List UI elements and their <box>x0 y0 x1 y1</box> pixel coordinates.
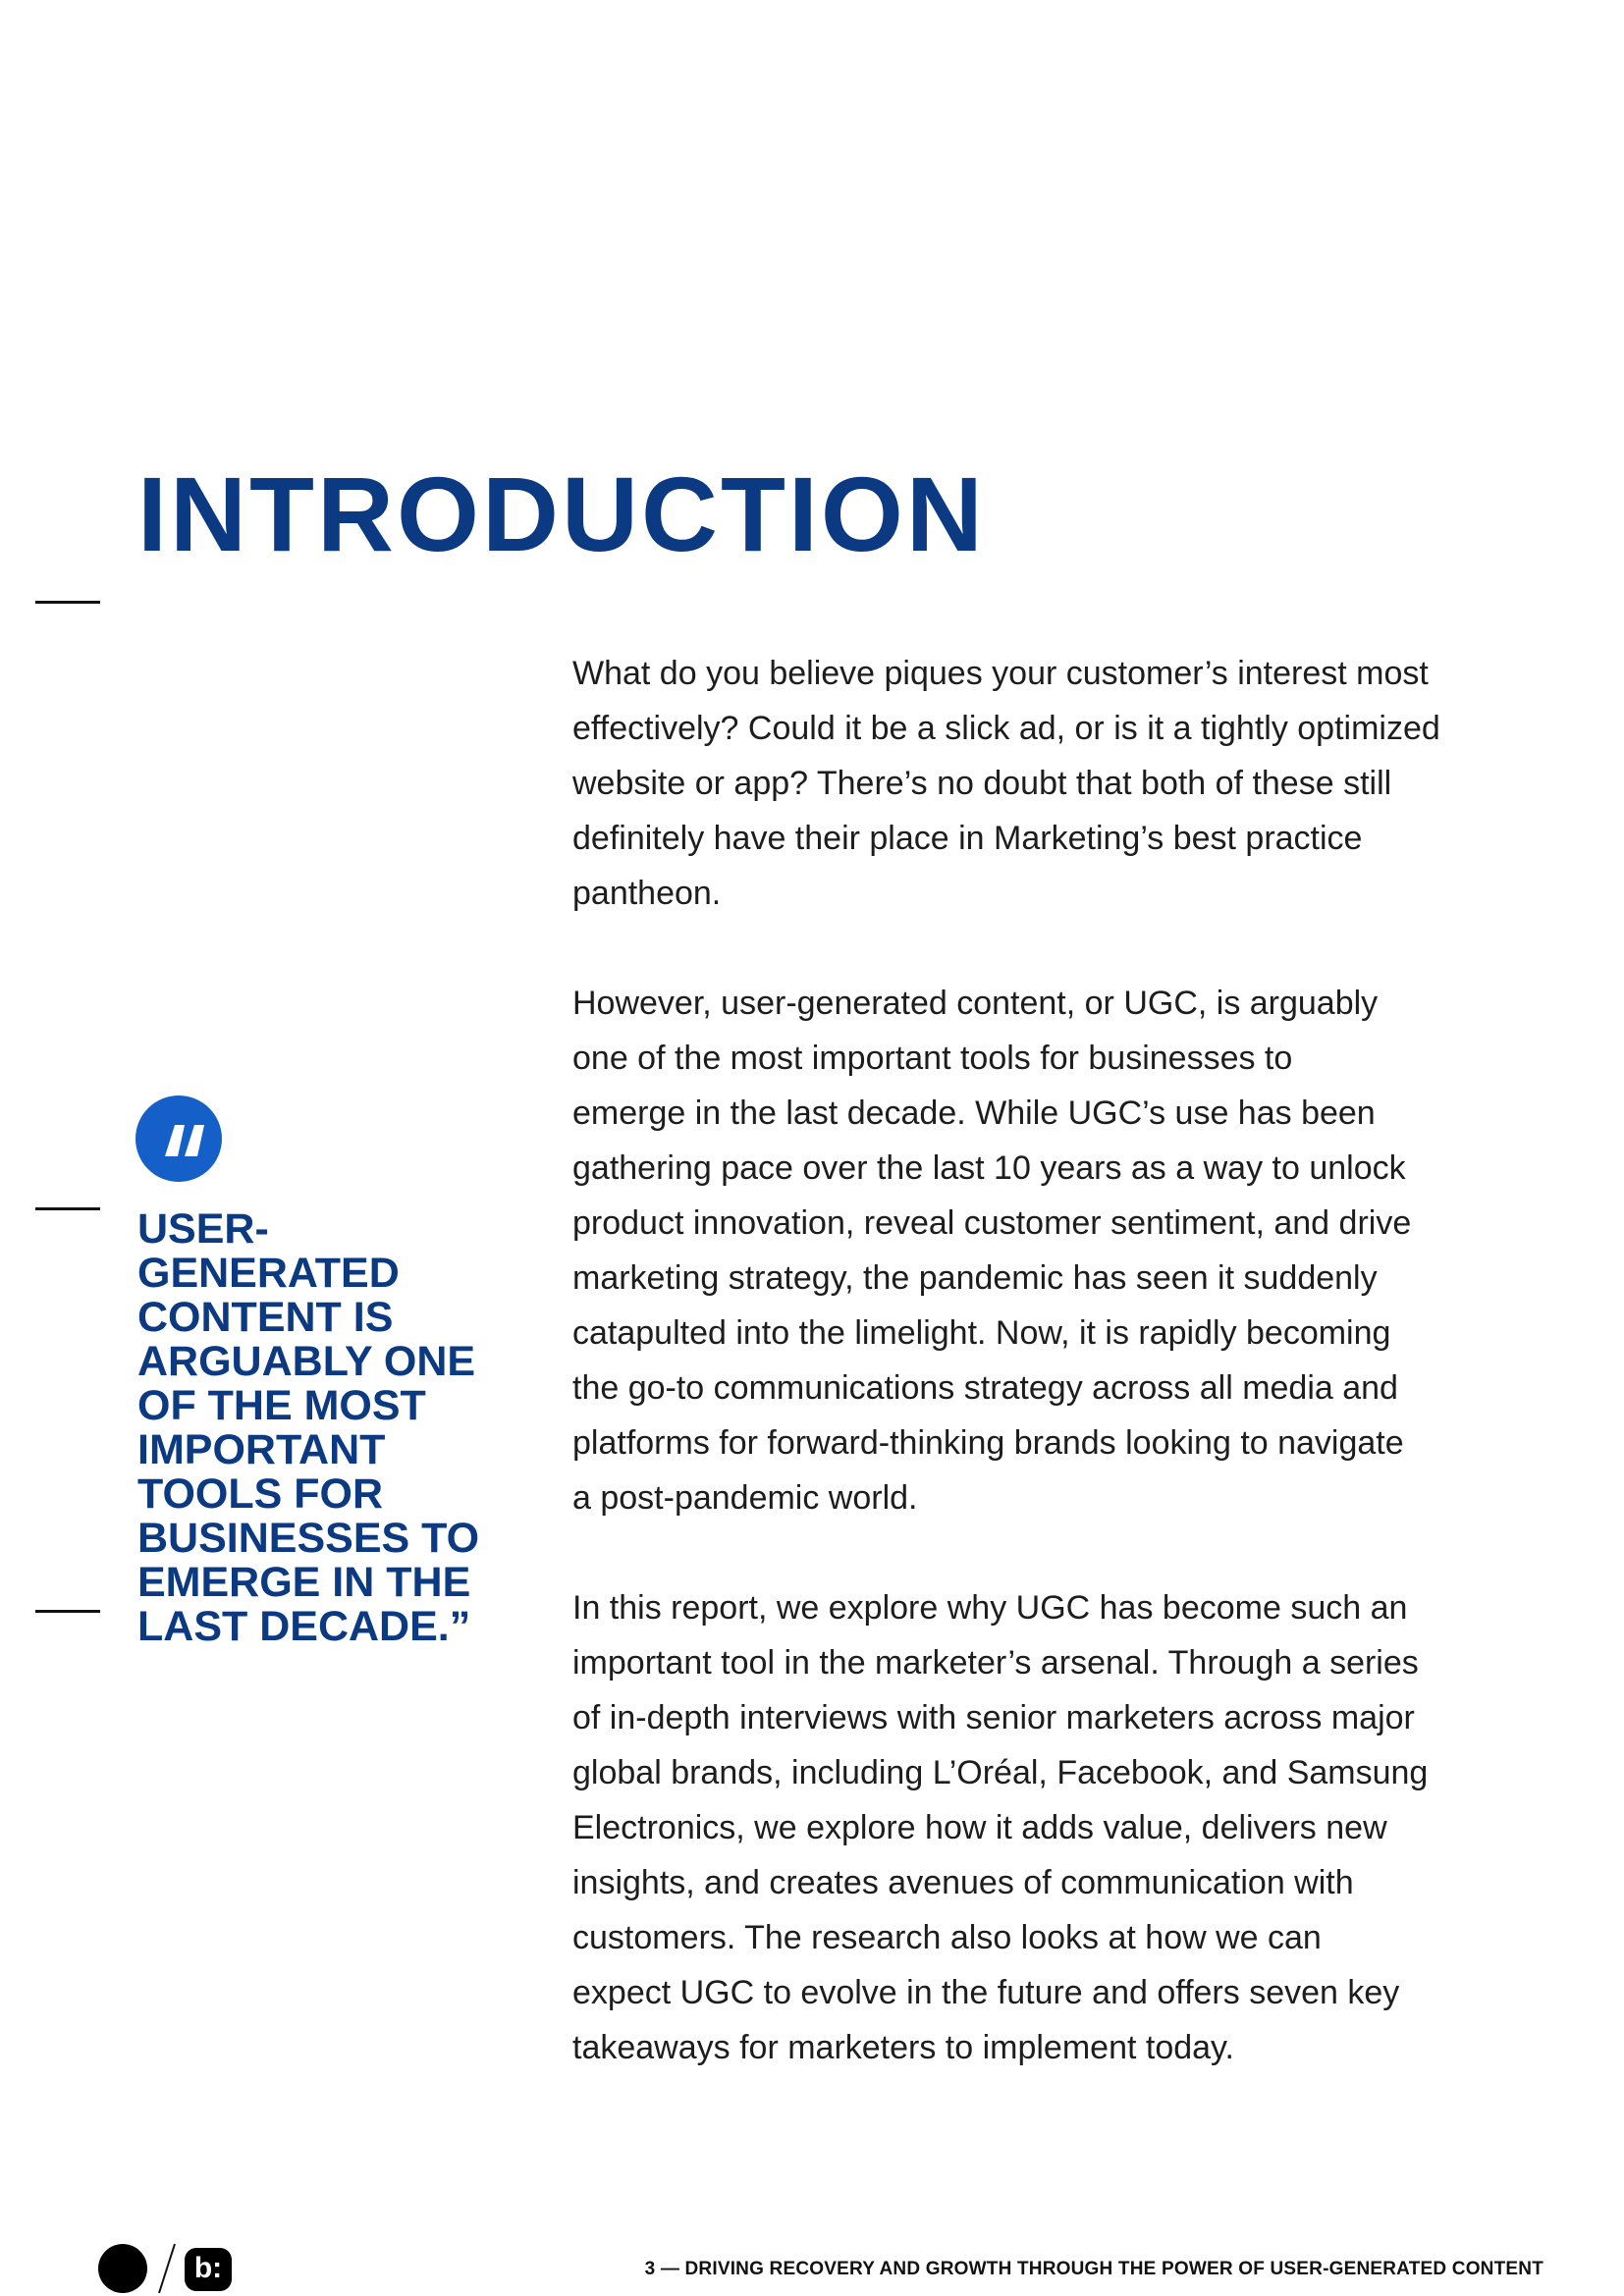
body-line: takeaways for marketers to implement today. <box>572 2029 1234 2066</box>
pull-quote-line: TOOLS FOR <box>137 1470 384 1518</box>
body-line: definitely have their place in Marketing’s best practice <box>572 820 1363 857</box>
quote-mark-icon <box>135 1095 222 1182</box>
body-line: expect UGC to evolve in the future and offers seven key <box>572 1974 1400 2011</box>
pull-quote-line: LAST DECADE.” <box>137 1603 471 1650</box>
body-text <box>572 646 1515 2130</box>
body-line: What do you believe piques your customer’s interest most <box>572 655 1429 692</box>
paragraph-report <box>572 1580 1515 2075</box>
body-line: In this report, we explore why UGC has become such an <box>572 1589 1408 1627</box>
body-line: gathering pace over the last 10 years as a way to unlock <box>572 1149 1406 1187</box>
pullquote-top-divider <box>35 1207 100 1210</box>
body-line: catapulted into the limelight. Now, it is rapidly becoming <box>572 1314 1391 1352</box>
body-line: marketing strategy, the pandemic has seen it suddenly <box>572 1259 1378 1297</box>
pull-quote-line: ARGUABLY ONE <box>137 1338 476 1385</box>
body-line: global brands, including L’Oréal, Facebook, and Samsung <box>572 1754 1429 1791</box>
body-line: insights, and creates avenues of communication with <box>572 1864 1354 1901</box>
body-line: one of the most important tools for businesses to <box>572 1040 1293 1077</box>
paragraph-intro <box>572 646 1515 921</box>
body-line: platforms for forward-thinking brands looking to navigate <box>572 1424 1404 1462</box>
footer-slash-icon <box>157 2242 177 2295</box>
body-line: pantheon. <box>572 875 722 912</box>
body-line: important tool in the marketer’s arsenal. Through a series <box>572 1644 1419 1682</box>
pull-quote-line: BUSINESSES TO <box>137 1515 480 1562</box>
pullquote-bottom-divider <box>35 1610 100 1613</box>
body-line: the go-to communications strategy across all media and <box>572 1369 1398 1407</box>
body-line: Electronics, we explore how it adds value, delivers new <box>572 1809 1387 1846</box>
footer-page-label: 3 — DRIVING RECOVERY AND GROWTH THROUGH THE POWER OF USER-GENERATED CONTENT <box>644 2259 1543 2279</box>
section-divider <box>35 601 100 604</box>
body-line: effectively? Could it be a slick ad, or is it a tightly optimized <box>572 710 1440 747</box>
body-line: website or app? There’s no doubt that both of these still <box>572 765 1392 802</box>
pull-quote-line: USER-GENERATED <box>137 1205 400 1297</box>
body-line: product innovation, reveal customer sentiment, and drive <box>572 1204 1412 1242</box>
paragraph-ugc <box>572 976 1515 1525</box>
body-line: However, user-generated content, or UGC, is arguably <box>572 985 1379 1022</box>
body-line: of in-depth interviews with senior marketers across major <box>572 1699 1415 1736</box>
pull-quote-line: CONTENT IS <box>137 1294 394 1341</box>
pull-quote-line: EMERGE IN THE <box>137 1559 471 1606</box>
body-line: a post-pandemic world. <box>572 1479 918 1517</box>
page-title: INTRODUCTION <box>137 454 986 573</box>
pull-quote-line: IMPORTANT <box>137 1426 386 1473</box>
pull-quote-line: OF THE MOST <box>137 1382 426 1429</box>
body-line: emerge in the last decade. While UGC’s use has been <box>572 1095 1376 1132</box>
body-line: customers. The research also looks at how we can <box>572 1919 1322 1956</box>
footer-brand-logo: b: <box>185 2248 232 2291</box>
footer-circle-logo <box>98 2244 147 2293</box>
pull-quote <box>137 1207 530 1649</box>
